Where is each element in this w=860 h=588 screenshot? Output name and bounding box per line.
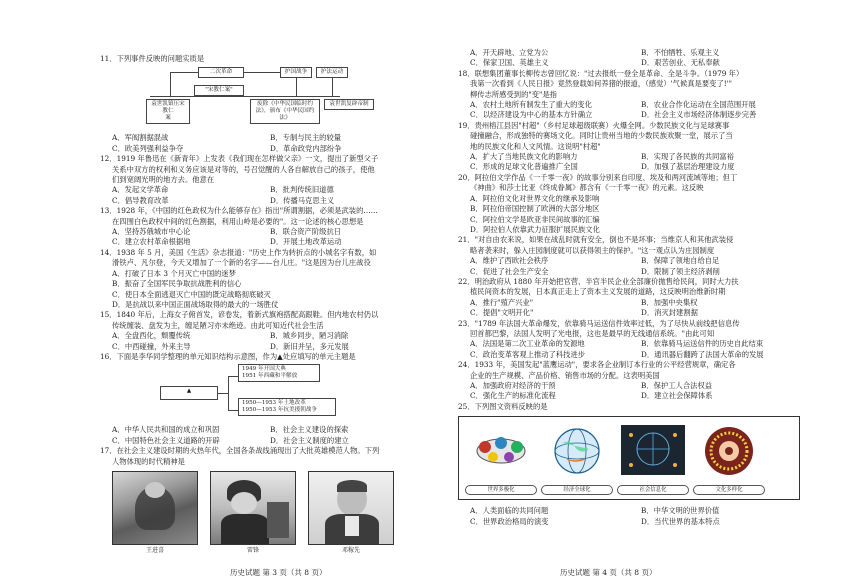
diagram-text: 案 <box>165 115 171 122</box>
option-a[interactable]: A．推行"殖产兴业" <box>470 297 534 307</box>
diagram-box-yuan-betrays-interests <box>194 85 244 96</box>
question-stem-line: 滑铁卢、凡尔登，今天又增加了一个新的名字——台儿庄。"这是因为台儿庄战役 <box>112 258 371 268</box>
option-a[interactable]: A．扩大了当地民族文化的影响力 <box>470 152 578 162</box>
question-14-options <box>100 269 416 311</box>
question-18 <box>458 69 800 121</box>
question-stem: 13．1928 年，《中国的红色政权为什么能够存在》指出"所谓割据，必须是武装的…… <box>100 206 378 216</box>
diagram-top-connector <box>170 72 198 73</box>
question-stem: 15．1840 年后，上海女子俯首发，谚卷发，着新式旗袍搭配高跟鞋。但内地农村仍以 <box>100 310 379 320</box>
network-icon <box>617 421 689 485</box>
diagram-cell-multipolar <box>465 421 537 493</box>
question-stem: 12．1919 年鲁迅在《新青年》上发表《我们现在怎样做父亲》一文，提出了新型父子 <box>100 154 379 164</box>
question-25-diagram <box>458 416 800 500</box>
option-a[interactable]: A．打破了日本 3 个月灭亡中国的迷梦 <box>112 268 237 278</box>
option-d[interactable]: D．加强了基层治理建设力度 <box>641 162 735 172</box>
diagram-box-constitution-protection-movement: 护法运动 <box>316 67 348 78</box>
diagram-label: 社会信息化 <box>617 485 689 495</box>
option-c[interactable]: C．强化生产的标准化流程 <box>470 391 556 401</box>
option-a[interactable]: A．开天辟地、立党为公 <box>470 48 549 57</box>
option-b[interactable]: B．加强中央集权 <box>641 297 698 307</box>
diagram-item: 1951 年西藏和平解放 <box>242 373 298 380</box>
question-24 <box>458 360 800 402</box>
question-17-photos <box>112 471 416 557</box>
option-a[interactable]: A．法国是第二次工业革命的发源地 <box>470 339 585 349</box>
diagram-connector <box>228 376 238 377</box>
diagram-label: 文化多样化 <box>693 485 765 495</box>
photo-figure <box>267 502 289 538</box>
option-d[interactable]: D．限制了领主经济剥削 <box>641 266 720 276</box>
option-d[interactable]: D．是抗战以来中国正面战场取得的最大的一场胜仗 <box>112 299 279 309</box>
option-c[interactable]: C．使日本全面逃退灭亡中国的既定战略彻底破灭 <box>112 289 271 299</box>
option-a[interactable]: A．坚持苏俄城市中心论 <box>112 227 191 237</box>
question-18-options <box>458 100 800 121</box>
diagram-text: 袁世凯镇压宋教仁 <box>151 101 185 115</box>
question-23-options <box>458 339 800 360</box>
diagram-vertical-connector <box>332 78 333 96</box>
question-17-options <box>458 48 800 69</box>
option-d[interactable]: D．阿拉伯人依靠武力征服扩展民族文化 <box>470 224 600 234</box>
question-stem: 22．明治政府从 1880 年开始把官营、半官半民企业全部廉价抛售给民间，同时大力扶 <box>458 276 739 286</box>
question-stem: 25．下列图文资料反映的是 <box>458 401 548 411</box>
question-13 <box>100 206 416 248</box>
multipolar-world-icon <box>465 421 537 485</box>
option-d[interactable]: D．传播马克思主义 <box>270 195 335 205</box>
question-stem: 21．"对自由农来说，如果在战乱时就有安全，倒也不是坏事；当维京人和其他武装侵 <box>458 235 734 245</box>
question-22-options <box>458 298 800 319</box>
question-11-options <box>100 133 416 154</box>
question-stem-line: 在四围白色政权中间的红色割据，利用山岭是必要的"。这一论述的核心思想是 <box>112 216 364 226</box>
question-19-options <box>458 152 800 173</box>
photo-figure <box>231 492 257 514</box>
question-15-options <box>100 331 416 352</box>
question-stem: 23．"1789 年法国大革命爆发，依靠骑马运送信件效率过低，为了尽快从前线把信息传 <box>458 318 740 328</box>
question-stem: 24．1933 年，美国发起"蓝鹰运动"，要求各企业制订本行业的公平经营规章，确定各 <box>458 360 736 370</box>
question-stem-line: 回首都巴黎，法国人发明了光电报，这也是最早的无线通信系统。"由此可知 <box>470 328 715 338</box>
question-24-options <box>458 381 800 402</box>
question-stem-line: 们到宽阔光明的地方去。他意在 <box>112 175 215 185</box>
diagram-item: 1949 年开国大典 <box>242 366 286 373</box>
question-13-options <box>100 227 416 248</box>
photo-image <box>210 471 296 545</box>
option-b[interactable]: B．专制与民主的较量 <box>270 133 342 143</box>
option-c[interactable]: C．中国特色社会主义道路的开辟 <box>112 435 220 445</box>
diagram-connector <box>228 410 238 411</box>
diagram-text: "宋教仁案" <box>205 87 233 94</box>
option-a[interactable]: A．军阀割据混战 <box>112 133 169 143</box>
photo-image <box>112 471 198 545</box>
question-23 <box>458 319 800 361</box>
question-16-diagram <box>100 364 416 422</box>
diagram-vertical-connector <box>170 72 171 96</box>
photo-caption: 邓稼先 <box>341 546 360 554</box>
option-c[interactable]: C．形成的足球文化普遍推广全国 <box>470 162 578 172</box>
option-b[interactable]: B．城乡同步，陋习消除 <box>270 331 349 341</box>
option-b[interactable]: B．批判传统旧道德 <box>270 185 334 195</box>
question-stem: 17．在社会主义建设时期的火热年代，全国各条战线涌现出了大批英雄模范人物。下列 <box>100 446 380 456</box>
option-d[interactable]: D．社会主义制度的建立 <box>270 435 349 445</box>
question-stem: 16．下面是李华同学整理的单元知识结构示意图，作为▲处应填写的单元主题是 <box>100 351 356 361</box>
option-d[interactable]: D．艰苦创业、无私奉献 <box>641 58 720 68</box>
diagram-connector <box>228 376 229 410</box>
question-19 <box>458 121 800 173</box>
photo-figure <box>221 514 269 545</box>
question-25 <box>458 402 800 527</box>
option-b[interactable]: B．不怕牺牲、乐观主义 <box>641 48 720 57</box>
question-17 <box>100 446 416 557</box>
option-a[interactable]: A．人类面临的共同问题 <box>470 506 549 516</box>
option-c[interactable]: C．政治变革客观上推动了科技进步 <box>470 349 586 359</box>
option-c[interactable]: C．以经济建设为中心的基本方针确立 <box>470 110 593 120</box>
option-b[interactable]: B．保护工人合法权益 <box>641 381 713 390</box>
question-11-diagram <box>100 67 416 129</box>
option-d[interactable]: D．革命政党内部纷争 <box>270 143 342 153</box>
photo-figure <box>337 480 367 492</box>
diagram-cell-informatization <box>617 421 689 493</box>
option-d[interactable]: D．消灭封建割据 <box>641 308 698 318</box>
photo-figure <box>145 482 165 498</box>
photo-wang-jinxi <box>112 471 198 557</box>
question-20 <box>458 173 800 235</box>
option-b[interactable]: B．实现了各民族的共同富裕 <box>641 152 734 162</box>
question-11 <box>100 54 416 154</box>
culture-ring-icon <box>693 421 765 485</box>
option-a[interactable]: A．农村土地所有制发生了重大的变化 <box>470 100 593 110</box>
diagram-timeline <box>150 96 340 97</box>
question-stem-line: 植民间资本的发展，日本真正走上了资本主义发展的道路，这反映明治维新时期 <box>470 287 726 297</box>
option-a[interactable]: A．中华人民共和国的成立和巩固 <box>112 425 220 435</box>
option-d[interactable]: D．新旧并呈，多元发展 <box>270 341 349 351</box>
question-12 <box>100 154 416 206</box>
question-stem-line: 略者袭来时，躲入庄园制度就可以获得领主的保护。"这一观点认为庄园制度 <box>470 245 715 255</box>
option-b[interactable]: B．保障了领地自给自足 <box>641 256 720 266</box>
option-c[interactable]: C．中西碰撞，外来主导 <box>112 341 191 351</box>
diagram-box-abolish-provisional-constitution: 废除《中华民国临时约法》，颁布《中华民国约法》 <box>250 99 320 124</box>
question-stem-line: 柳传志所感受到的"变"是指 <box>470 89 557 99</box>
diagram-box-unit-theme-blank: ▲ <box>160 386 218 400</box>
diagram-group-2 <box>238 398 336 416</box>
option-c[interactable]: C．提倡"文明开化" <box>470 308 534 318</box>
diagram-cell-cultural-diversity <box>693 421 765 493</box>
globe-icon <box>541 421 613 485</box>
photo-deng-jiaxian <box>308 471 394 557</box>
diagram-label: 经济全球化 <box>541 485 613 495</box>
diagram-item: 1950—1953 年抗美援朝战争 <box>242 407 317 414</box>
option-a[interactable]: A．阿拉伯文化对世界文化的继承及影响 <box>470 193 600 203</box>
diagram-label: 世界多极化 <box>465 485 537 495</box>
option-d[interactable]: D．通讯器后翻跨了法国大革命的发展 <box>641 349 764 359</box>
question-stem: 19．贵州榕江县因"村超"（乡村足球超级联赛）火爆全网。少数民族文化与足球赛事 <box>458 120 730 130</box>
question-20-options <box>458 194 800 236</box>
option-b[interactable]: B．社会主义建设的探索 <box>270 425 349 435</box>
option-c[interactable]: C．阿拉伯文学是欧亚非民间故事的汇编 <box>470 214 600 224</box>
option-c[interactable]: C．促进了社会生产安全 <box>470 266 549 276</box>
option-c[interactable]: C．保家卫国、英雄主义 <box>470 58 549 68</box>
option-c[interactable]: C．欧美列强利益争夺 <box>112 143 184 153</box>
question-stem-line: 地的民族文化和人文风情。这说明"村超" <box>470 141 601 151</box>
diagram-box-song-jiaoren-case <box>146 99 190 124</box>
question-stem: 14．1938 年 5 月，美国《生活》杂志报道："历史上作为转折点的小城名字有数，如 <box>100 247 377 257</box>
question-14 <box>100 248 416 310</box>
photo-image <box>308 471 394 545</box>
question-stem-line: 关系中双方的权利和义务应该是对等的，号召觉醒的人各自解放自己的孩子，使他 <box>112 164 375 174</box>
diagram-box-yuan-restores-monarchy: 袁世凯复辟帝制 <box>324 99 374 110</box>
question-stem-line: 企业的生产规模、产品价格、销售市场的分配。这表明美国 <box>470 370 660 380</box>
photo-caption: 王进喜 <box>145 546 164 554</box>
diagram-box-second-revolution: 二次革命 <box>198 67 244 78</box>
question-stem-line: 人物体现的时代精神是 <box>112 456 185 466</box>
question-stem: 20．阿拉伯文学作品《一千零一夜》的故事分别来自印度、埃及和两河流域等地；但丁 <box>458 172 738 182</box>
question-stem-line: 传统缠装、盘发为主，缠足陋习亦未绝迹。由此可知近代社会生活 <box>112 320 324 330</box>
diagram-top-connector <box>244 72 280 73</box>
question-21 <box>458 235 800 277</box>
question-15 <box>100 310 416 352</box>
option-d[interactable]: D．当代世界的基本特点 <box>641 516 720 526</box>
exam-page-4 <box>430 0 860 588</box>
diagram-vertical-connector <box>296 78 297 96</box>
option-c[interactable]: C．世界政治格局的演变 <box>470 516 549 526</box>
question-12-options <box>100 185 416 206</box>
option-c[interactable]: C．建立农村革命根据地 <box>112 237 191 247</box>
question-stem-line: 我第一次看到《人民日报》竟然登载如何养猪的报道，（感觉）'气候真是要变了!'" <box>470 79 733 89</box>
option-c[interactable]: C．倡导教育改革 <box>112 195 169 205</box>
question-stem: 18．联想集团董事长柳传志曾回忆说："过去报纸一登全是革命、全是斗争。（1979 年） <box>458 68 744 78</box>
option-b[interactable]: B．联合资产阶级抗日 <box>270 227 342 237</box>
option-a[interactable]: A．维护了西欧社会秩序 <box>470 256 549 266</box>
question-22 <box>458 277 800 319</box>
photo-lei-feng <box>210 471 296 557</box>
option-b[interactable]: B．依靠骑马运送信件的历史自此结束 <box>641 339 764 349</box>
photo-caption: 雷锋 <box>246 546 259 554</box>
question-stem: 11．下列事件反映的问题实质是 <box>100 54 205 63</box>
option-d[interactable]: D．开展土地改革运动 <box>270 237 342 247</box>
option-b[interactable]: B．中华文明的世界价值 <box>641 506 720 516</box>
question-stem-line: 《神曲》和莎士比亚《终成眷属》都含有《一千零一夜》的元素。这反映 <box>470 183 704 193</box>
diagram-connector <box>218 393 228 394</box>
diagram-group-1 <box>238 364 320 382</box>
option-a[interactable]: A．加强政府对经济的干预 <box>470 381 556 390</box>
option-b[interactable]: B．农业合作化运动在全国范围开展 <box>641 100 756 110</box>
page-footer: 历史试题 第 4 页（共 8 页） <box>560 567 657 577</box>
question-21-options <box>458 256 800 277</box>
option-a[interactable]: A．全盘西化，颓覆传统 <box>112 331 191 341</box>
option-b[interactable]: B．阿拉伯帝国控制了欧洲的大部分地区 <box>470 204 600 214</box>
option-d[interactable]: D．社会主义市场经济体制逐步完善 <box>641 110 757 120</box>
question-25-options <box>458 506 800 527</box>
page-footer: 历史试题 第 3 页（共 8 页） <box>230 567 327 577</box>
diagram-cell-globalization <box>541 421 613 493</box>
diagram-item: 1950—1953 年土地改革 <box>242 400 306 407</box>
option-d[interactable]: D．建立社会保障体系 <box>641 391 713 401</box>
diagram-box-national-protection-war: 护国战争 <box>280 67 312 78</box>
photo-figure <box>345 516 359 536</box>
option-b[interactable]: B．振奋了全国军民争取抗战胜利的信心 <box>112 279 242 289</box>
option-a[interactable]: A．发起文学革命 <box>112 185 169 195</box>
question-16-options <box>100 425 416 446</box>
question-stem-line: 碰撞融合，形成独特的赛场文化。同时让贵州当地的少数民族欢聚一堂，展示了当 <box>470 131 733 141</box>
question-16 <box>100 352 416 446</box>
